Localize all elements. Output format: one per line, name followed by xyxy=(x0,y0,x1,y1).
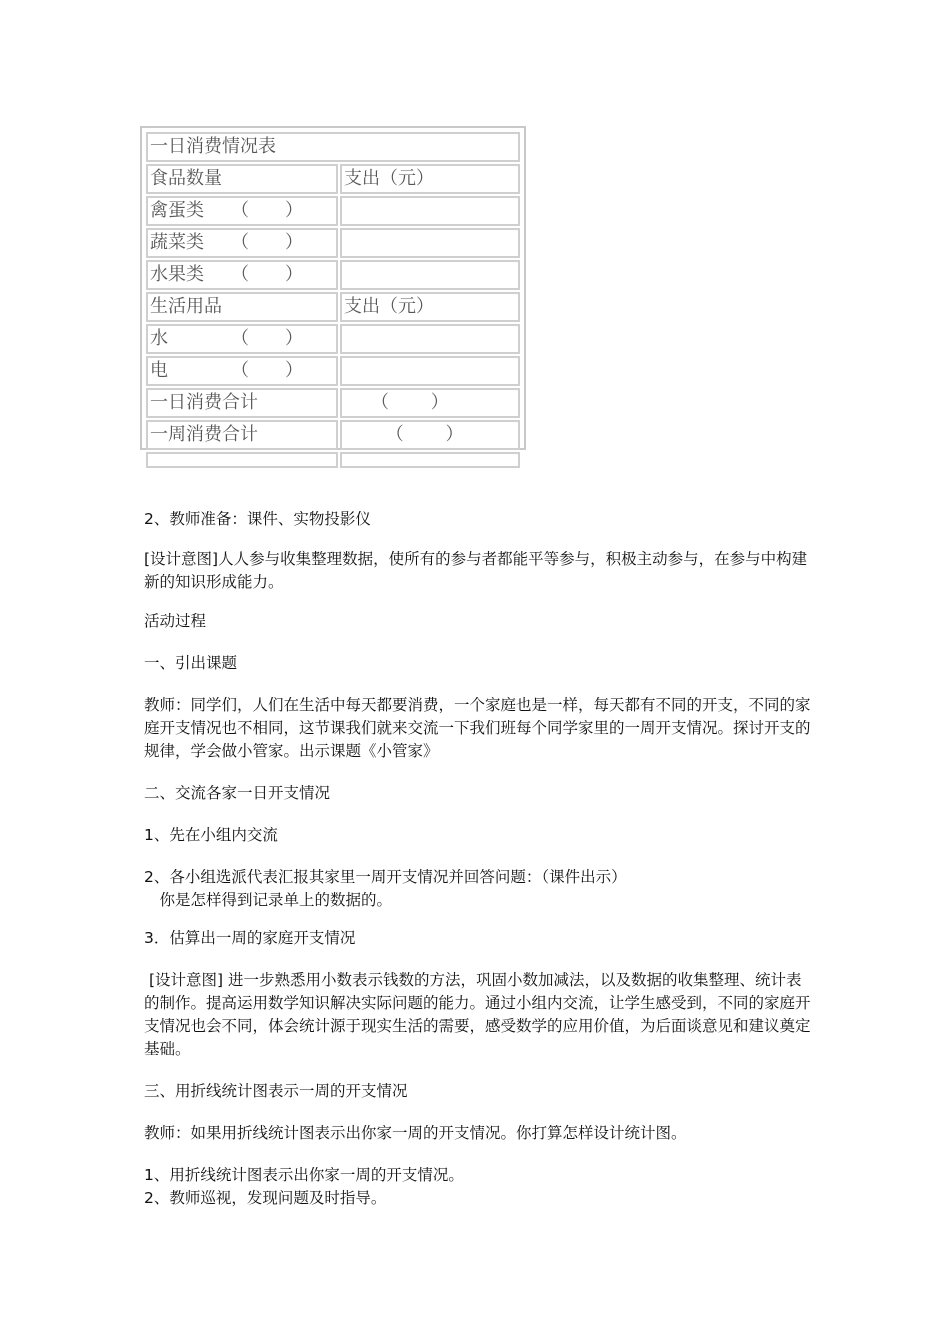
table-row xyxy=(146,324,520,354)
section-heading: 二、交流各家一日开支情况 xyxy=(144,784,331,802)
paragraph: 教师：如果用折线统计图表示出你家一周的开支情况。你打算怎样设计统计图。 xyxy=(144,1124,687,1142)
consumption-table-grid xyxy=(144,130,522,470)
paragraph: 2、各小组选派代表汇报其家里一周开支情况并回答问题：（课件出示） 你是怎样得到记录单上的数据的。 xyxy=(144,868,627,909)
paragraph: 3．估算出一周的家庭开支情况 xyxy=(144,929,356,947)
table-row xyxy=(146,420,520,450)
table-row xyxy=(146,260,520,290)
table-cell xyxy=(146,452,338,468)
table-row xyxy=(146,356,520,386)
design-intent-paragraph: [设计意图] 进一步熟悉用小数表示钱数的方法，巩固小数加减法，以及数据的收集整理、统计表的制作。提高运用数学知识解决实际问题的能力。通过小组内交流，让学生感受到，不同的家庭开支情况也会不同，体会统计源于现实生活的需要，感受数学的应用价值，为后面谈意见和建议奠定基础。 xyxy=(144,971,811,1058)
section-label: 活动过程 xyxy=(144,612,207,630)
table-cell: 一周消费合计 xyxy=(146,420,338,450)
table-cell xyxy=(340,324,520,354)
table-cell: 水 （ ） xyxy=(146,324,338,354)
table-row xyxy=(146,196,520,226)
table-row xyxy=(146,292,520,322)
table-cell xyxy=(340,452,520,468)
table-row xyxy=(146,452,520,468)
paragraph: 教师：同学们，人们在生活中每天都要消费，一个家庭也是一样，每天都有不同的开支，不同的家庭开支情况也不相同，这节课我们就来交流一下我们班每个同学家里的一周开支情况。探讨开支的规律，学会做小管家。出示课题《小管家》 xyxy=(144,696,811,760)
table-cell: 一日消费合计 xyxy=(146,388,338,418)
table-row xyxy=(146,388,520,418)
table-cell: 禽蛋类 （ ） xyxy=(146,196,338,226)
table-cell: 电 （ ） xyxy=(146,356,338,386)
table-row xyxy=(146,228,520,258)
table-cell: 食品数量 xyxy=(146,164,338,194)
table-cell xyxy=(340,196,520,226)
paragraph: 1、先在小组内交流 xyxy=(144,826,278,844)
table-cell xyxy=(340,356,520,386)
table-cell xyxy=(340,260,520,290)
table-cell: 支出（元） xyxy=(340,164,520,194)
table-cell xyxy=(340,228,520,258)
consumption-table xyxy=(140,126,526,450)
lesson-plan-body xyxy=(144,500,814,1210)
table-cell: （ ） xyxy=(340,420,520,450)
paragraph: [设计意图]人人参与收集整理数据，使所有的参与者都能平等参与，积极主动参与，在参与中构建新的知识形成能力。 xyxy=(144,550,808,591)
table-cell: （ ） xyxy=(340,388,520,418)
paragraph: 1、用折线统计图表示出你家一周的开支情况。 2、教师巡视，发现问题及时指导。 xyxy=(144,1166,464,1207)
table-cell: 支出（元） xyxy=(340,292,520,322)
table-cell: 生活用品 xyxy=(146,292,338,322)
table-title: 一日消费情况表 xyxy=(146,132,520,162)
table-cell: 蔬菜类 （ ） xyxy=(146,228,338,258)
table-cell: 水果类 （ ） xyxy=(146,260,338,290)
section-heading: 一、引出课题 xyxy=(144,654,238,672)
section-heading: 三、用折线统计图表示一周的开支情况 xyxy=(144,1082,408,1100)
table-row xyxy=(146,164,520,194)
paragraph: 2、教师准备：课件、实物投影仪 xyxy=(144,510,371,528)
